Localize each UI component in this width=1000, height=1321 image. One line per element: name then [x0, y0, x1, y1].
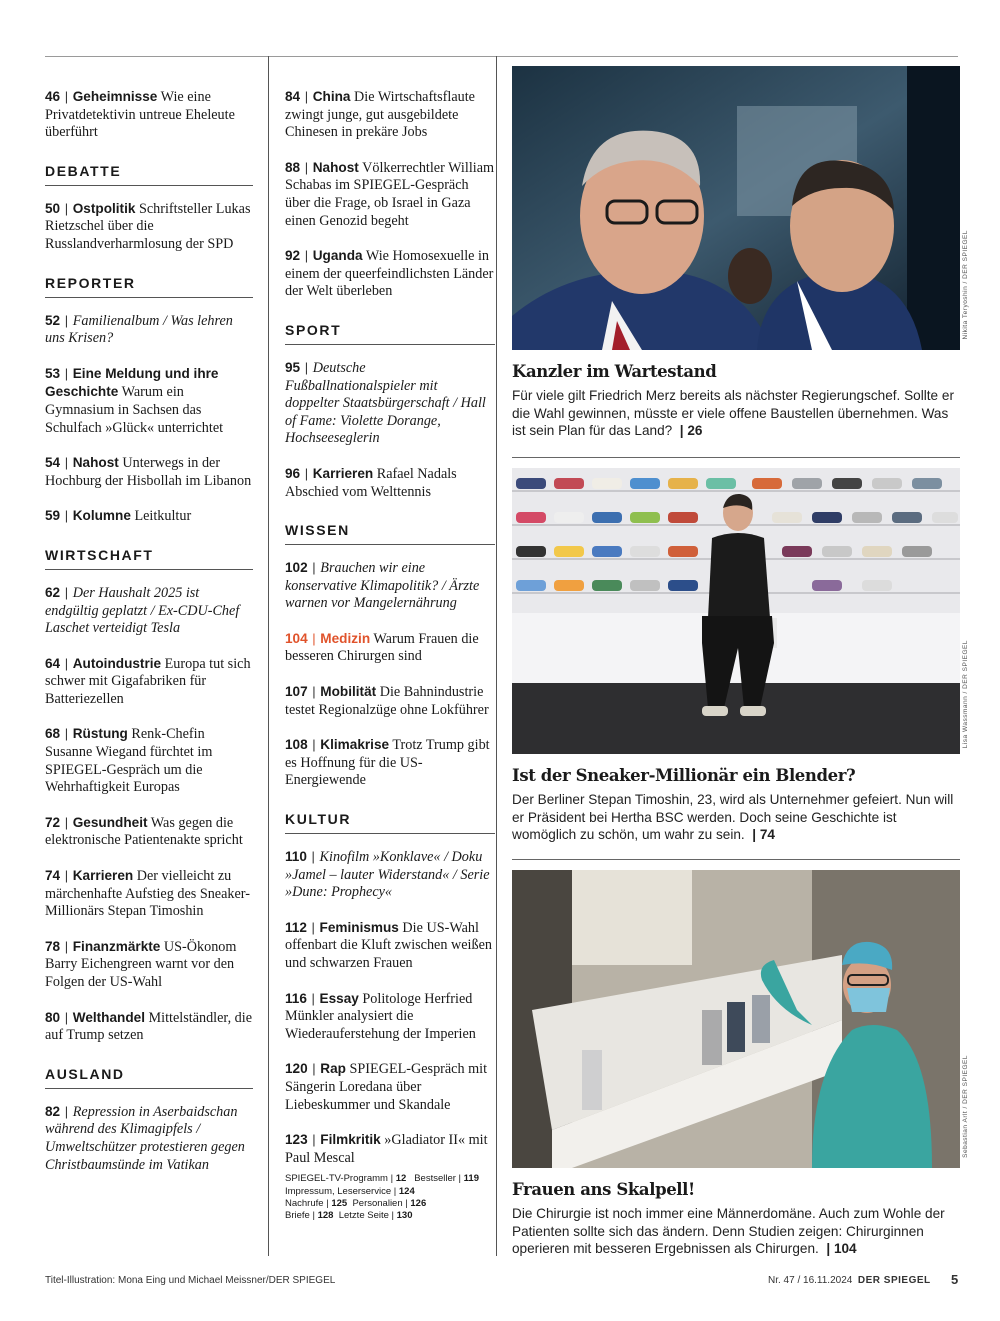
feature-title: Ist der Sneaker-Millionär ein Blender? [512, 766, 856, 785]
feature-chirurgie[interactable] [512, 870, 960, 1258]
cover-credit: Titel-Illustration: Mona Eing und Michael Meissner/DER SPIEGEL [45, 1275, 336, 1286]
toc-entry-104[interactable]: 104 | Medizin Warum Frauen die besseren Chirurgen sind [285, 630, 479, 665]
toc-entry-110[interactable]: 110 | Kinofilm »Konklave« / Doku »Jamel – lauter Widerstand« / Serie »Dune: Prophecy« [285, 849, 490, 901]
toc-entry-108[interactable]: 108 | Klimakrise Trotz Trump gibt es Hoffnung für die US-Energiewende [285, 737, 490, 789]
photo-credit: Nikita Teryoshin / DER SPIEGEL [962, 230, 969, 340]
issue-info: Nr. 47 / 16.11.2024 DER SPIEGEL [768, 1275, 931, 1286]
toc-entry-82[interactable]: 82 | Repression in Aserbaidschan während des Klimagipfels / Umweltschützer protestieren gegen Christbaumsünde im Vatikan [45, 1103, 245, 1173]
toc-entry-120[interactable]: 120 | Rap SPIEGEL-Gespräch mit Sängerin Loredana über Liebeskummer und Skandale [285, 1061, 488, 1113]
toc-entry-116[interactable]: 116 | Essay Politologe Herfried Münkler analysiert die Wiederauferstehung der Imperien [285, 990, 476, 1042]
toc-entry-95[interactable]: 95 | Deutsche Fußballnationalspieler mit doppelter Staatsbürgerschaft / Hall of Fame: Violette Dorange, Hochseeseglerin [285, 359, 486, 447]
toc-entry-88[interactable]: 88 | Nahost Völkerrechtler William Schabas im SPIEGEL-Gespräch über die Frage, ob Israel in Gaza einen Genozid begeht [285, 159, 495, 229]
feature-title: Frauen ans Skalpell! [512, 1180, 695, 1199]
column-divider-2 [496, 56, 497, 1256]
feature-teaser: Der Berliner Stepan Timoshin, 23, wird als Unternehmer gefeiert. Nun will er Präsident bei Hertha BSC werden. Doch seine Geschichte ist womöglich zu schön, um wahr zu sein. | 74 [512, 792, 954, 843]
toc-column-1 [45, 88, 253, 1191]
toc-entry-74[interactable]: 74 | Karrieren Der vielleicht zu märchenhafte Aufstieg des Sneaker-Millionärs Stepan Timoshin [45, 868, 250, 920]
feature-merz[interactable] [512, 66, 960, 440]
photo-credit: Lisa Wassmann / DER SPIEGEL [962, 640, 969, 749]
toc-entry-96[interactable]: 96 | Karrieren Rafael Nadals Abschied vom Welttennis [285, 465, 457, 500]
toc-entry-54[interactable]: 54 | Nahost Unterwegs in der Hochburg der Hisbollah im Libanon [45, 455, 252, 489]
toc-entry-72[interactable]: 72 | Gesundheit Was gegen die elektronische Patientenakte spricht [45, 814, 243, 849]
feature-divider [512, 457, 960, 458]
feature-teaser: Die Chirurgie ist noch immer eine Männerdomäne. Auch zum Wohle der Patienten sollte sich das ändern. Denn Studien zeigen: Chirurginnen operieren mit besseren Ergebnissen als Chirurgen. | 104 [512, 1206, 945, 1257]
toc-entry-107[interactable]: 107 | Mobilität Die Bahnindustrie testet Regionalzüge ohne Lokführer [285, 684, 489, 718]
photo-credit: Sebastian Arlt / DER SPIEGEL [962, 1055, 969, 1158]
toc-entry-53[interactable]: 53 | Eine Meldung und ihre Geschichte Warum ein Gymnasium in Sachsen das Schulfach »Glück« unterrichtet [45, 365, 224, 436]
toc-entry-62[interactable]: 62 | Der Haushalt 2025 ist endgültig geplatzt / Ex-CDU-Chef Laschet verteidigt Tesla [45, 584, 240, 637]
toc-entry-92[interactable]: 92 | Uganda Wie Homosexuelle in einem der queerfeindlichsten Länder der Welt überleben [285, 248, 494, 300]
misc-index: SPIEGEL-TV-Programm | 12 Bestseller | 119 Impressum, Leserservice | 124 Nachrufe | 125 Personalien | 126 Briefe | 128 Letzte Seite | 130 [285, 1173, 479, 1222]
toc-entry-80[interactable]: 80 | Welthandel Mittelständler, die auf Trump setzen [45, 1009, 252, 1044]
toc-entry-64[interactable]: 64 | Autoindustrie Europa tut sich schwer mit Gigafabriken für Batteriezellen [45, 655, 251, 707]
toc-entry-112[interactable]: 112 | Feminismus Die US-Wahl offenbart die Kluft zwischen weißen und schwarzen Frauen [285, 919, 492, 971]
feature-title: Kanzler im Wartestand [512, 362, 717, 381]
top-rule [45, 56, 958, 57]
brand-logo: DER SPIEGEL [857, 1275, 931, 1286]
page-number: 5 [951, 1272, 959, 1287]
section-reporter: REPORTER [45, 275, 253, 298]
section-sport: SPORT [285, 322, 495, 345]
toc-entry-46[interactable]: 46 | Geheimnisse Wie eine Privatdetektivin untreue Eheleute überführt [45, 89, 235, 141]
section-wirtschaft: WIRTSCHAFT [45, 547, 253, 570]
photo-sneaker-wall [512, 468, 960, 754]
feature-divider [512, 859, 960, 860]
feature-sneaker[interactable] [512, 468, 960, 844]
toc-column-2 [285, 88, 495, 1223]
section-wissen: WISSEN [285, 522, 495, 545]
photo-merz-soeder [512, 66, 960, 350]
toc-entry-68[interactable]: 68 | Rüstung Renk-Chefin Susanne Wiegand fürchtet im SPIEGEL-Gespräch um die Wehrhaftigkeit Europas [45, 726, 213, 796]
section-kultur: KULTUR [285, 811, 495, 834]
toc-entry-52[interactable]: 52 | Familienalbum / Was lehren uns Krisen? [45, 312, 233, 347]
toc-entry-123[interactable]: 123 | Filmkritik »Gladiator II« mit Paul Mescal [285, 1132, 488, 1166]
section-ausland: AUSLAND [45, 1066, 253, 1089]
feature-teaser: Für viele gilt Friedrich Merz bereits als nächster Regierungschef. Sollte er die Wahl gewinnen, müsste er viele offene Baustellen übernehmen. Was ist sein Plan für das Land? | 26 [512, 388, 954, 439]
toc-entry-59[interactable]: 59 | Kolumne Leitkultur [45, 508, 192, 525]
toc-entry-50[interactable]: 50 | Ostpolitik Schriftsteller Lukas Rietzschel über die Russlandverharmlosung der SPD [45, 200, 251, 252]
toc-entry-84[interactable]: 84 | China Die Wirtschaftsflaute zwingt junge, gut ausgebildete Chinesen in prekäre Jobs [285, 89, 475, 141]
photo-surgeon [512, 870, 960, 1168]
section-debatte: DEBATTE [45, 163, 253, 186]
toc-entry-102[interactable]: 102 | Brauchen wir eine konservative Klimapolitik? / Ärzte warnen vor Mangelernährung [285, 560, 480, 612]
column-divider-1 [268, 56, 269, 1256]
toc-entry-78[interactable]: 78 | Finanzmärkte US-Ökonom Barry Eichengreen warnt vor den Folgen der US-Wahl [45, 938, 237, 990]
